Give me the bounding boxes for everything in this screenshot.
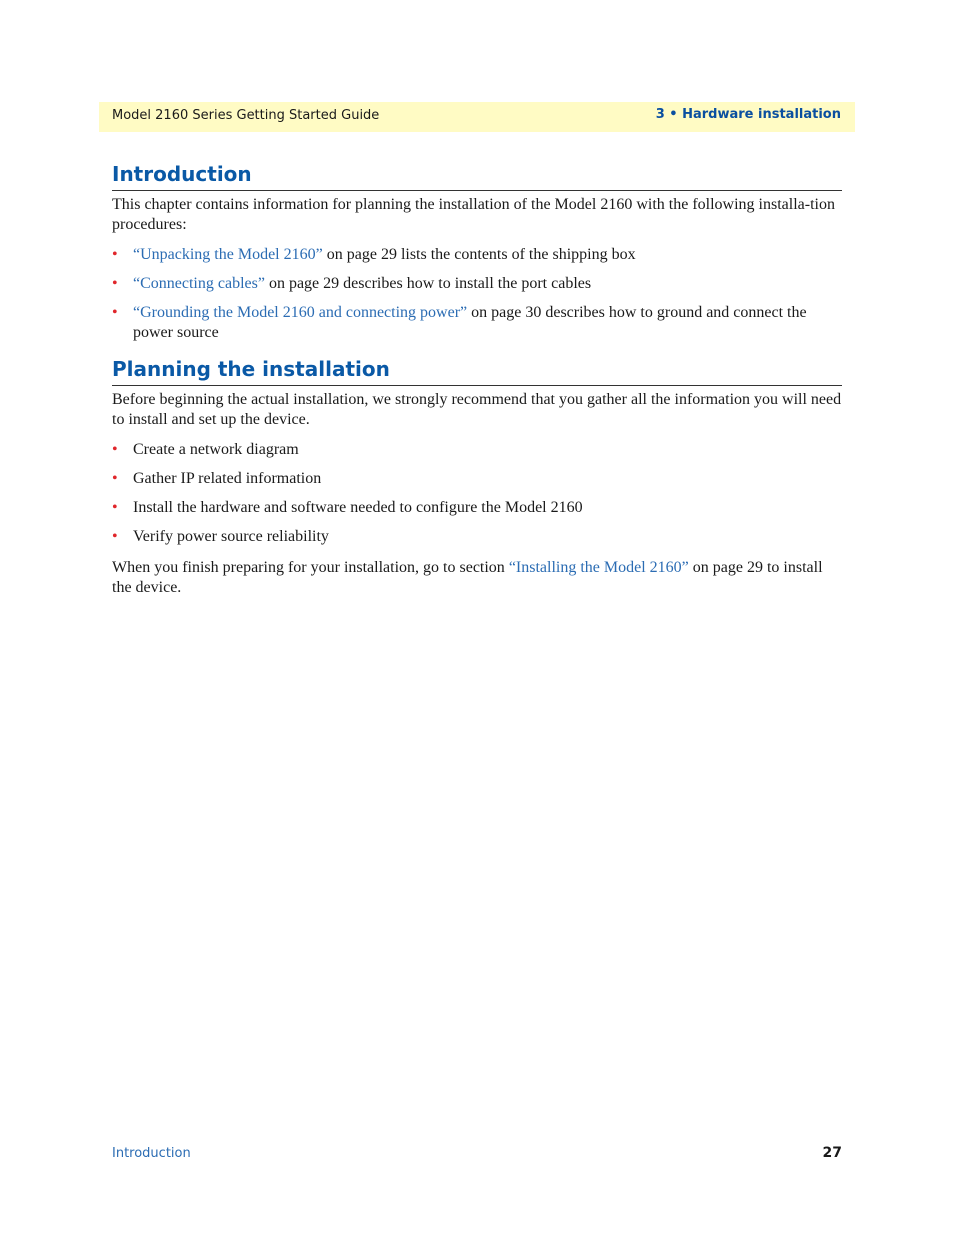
list-item: [112, 303, 842, 343]
chapter-title: 3 • Hardware installation: [655, 107, 841, 122]
bullet-icon: •: [112, 528, 118, 545]
unpacking-link[interactable]: “Unpacking the Model 2160”: [133, 246, 323, 263]
introduction-paragraph: This chapter contains information for planning the installation of the Model 2160 with the following installa-tion procedures:: [112, 196, 835, 233]
installing-link[interactable]: “Installing the Model 2160”: [508, 559, 689, 576]
list-item-text: on page 30 describes how to ground and connect the power source: [133, 304, 807, 341]
bullet-icon: •: [112, 275, 118, 292]
list-item-text: on page 29 lists the contents of the shipping box: [322, 246, 636, 263]
guide-title: Model 2160 Series Getting Started Guide: [112, 108, 380, 123]
page-number: 27: [822, 1145, 842, 1161]
planning-list: [112, 440, 842, 547]
list-item: [112, 527, 842, 547]
planning-heading: Planning the installation: [112, 353, 842, 386]
list-item: [112, 498, 842, 518]
bullet-icon: •: [112, 499, 118, 516]
bullet-icon: •: [112, 246, 118, 263]
running-header: [99, 102, 855, 132]
list-item: [112, 274, 842, 294]
main-content: [112, 158, 842, 598]
connecting-cables-link[interactable]: “Connecting cables”: [133, 275, 265, 292]
bullet-icon: •: [112, 470, 118, 487]
grounding-link[interactable]: “Grounding the Model 2160 and connecting power”: [133, 304, 468, 321]
footer-section-link[interactable]: Introduction: [112, 1146, 191, 1161]
introduction-heading: Introduction: [112, 158, 842, 191]
bullet-icon: •: [112, 304, 118, 321]
procedure-list: [112, 245, 842, 343]
list-item-text: Verify power source reliability: [133, 528, 329, 545]
list-item-text: Create a network diagram: [133, 441, 299, 458]
planning-paragraph: Before beginning the actual installation, we strongly recommend that you gather all the information you will need to install and set up the device.: [112, 391, 842, 428]
list-item-text: on page 29 describes how to install the port cables: [264, 275, 592, 292]
closing-paragraph: [112, 558, 842, 598]
closing-text-start: When you finish preparing for your installation, go to section: [112, 559, 509, 576]
list-item-text: Gather IP related information: [133, 470, 322, 487]
list-item: [112, 245, 842, 265]
bullet-icon: •: [112, 441, 118, 458]
closing-text-end: on page 29 to install the device.: [112, 559, 823, 596]
list-item: [112, 440, 842, 460]
list-item: [112, 469, 842, 489]
list-item-text: Install the hardware and software needed to configure the Model 2160: [133, 499, 583, 516]
